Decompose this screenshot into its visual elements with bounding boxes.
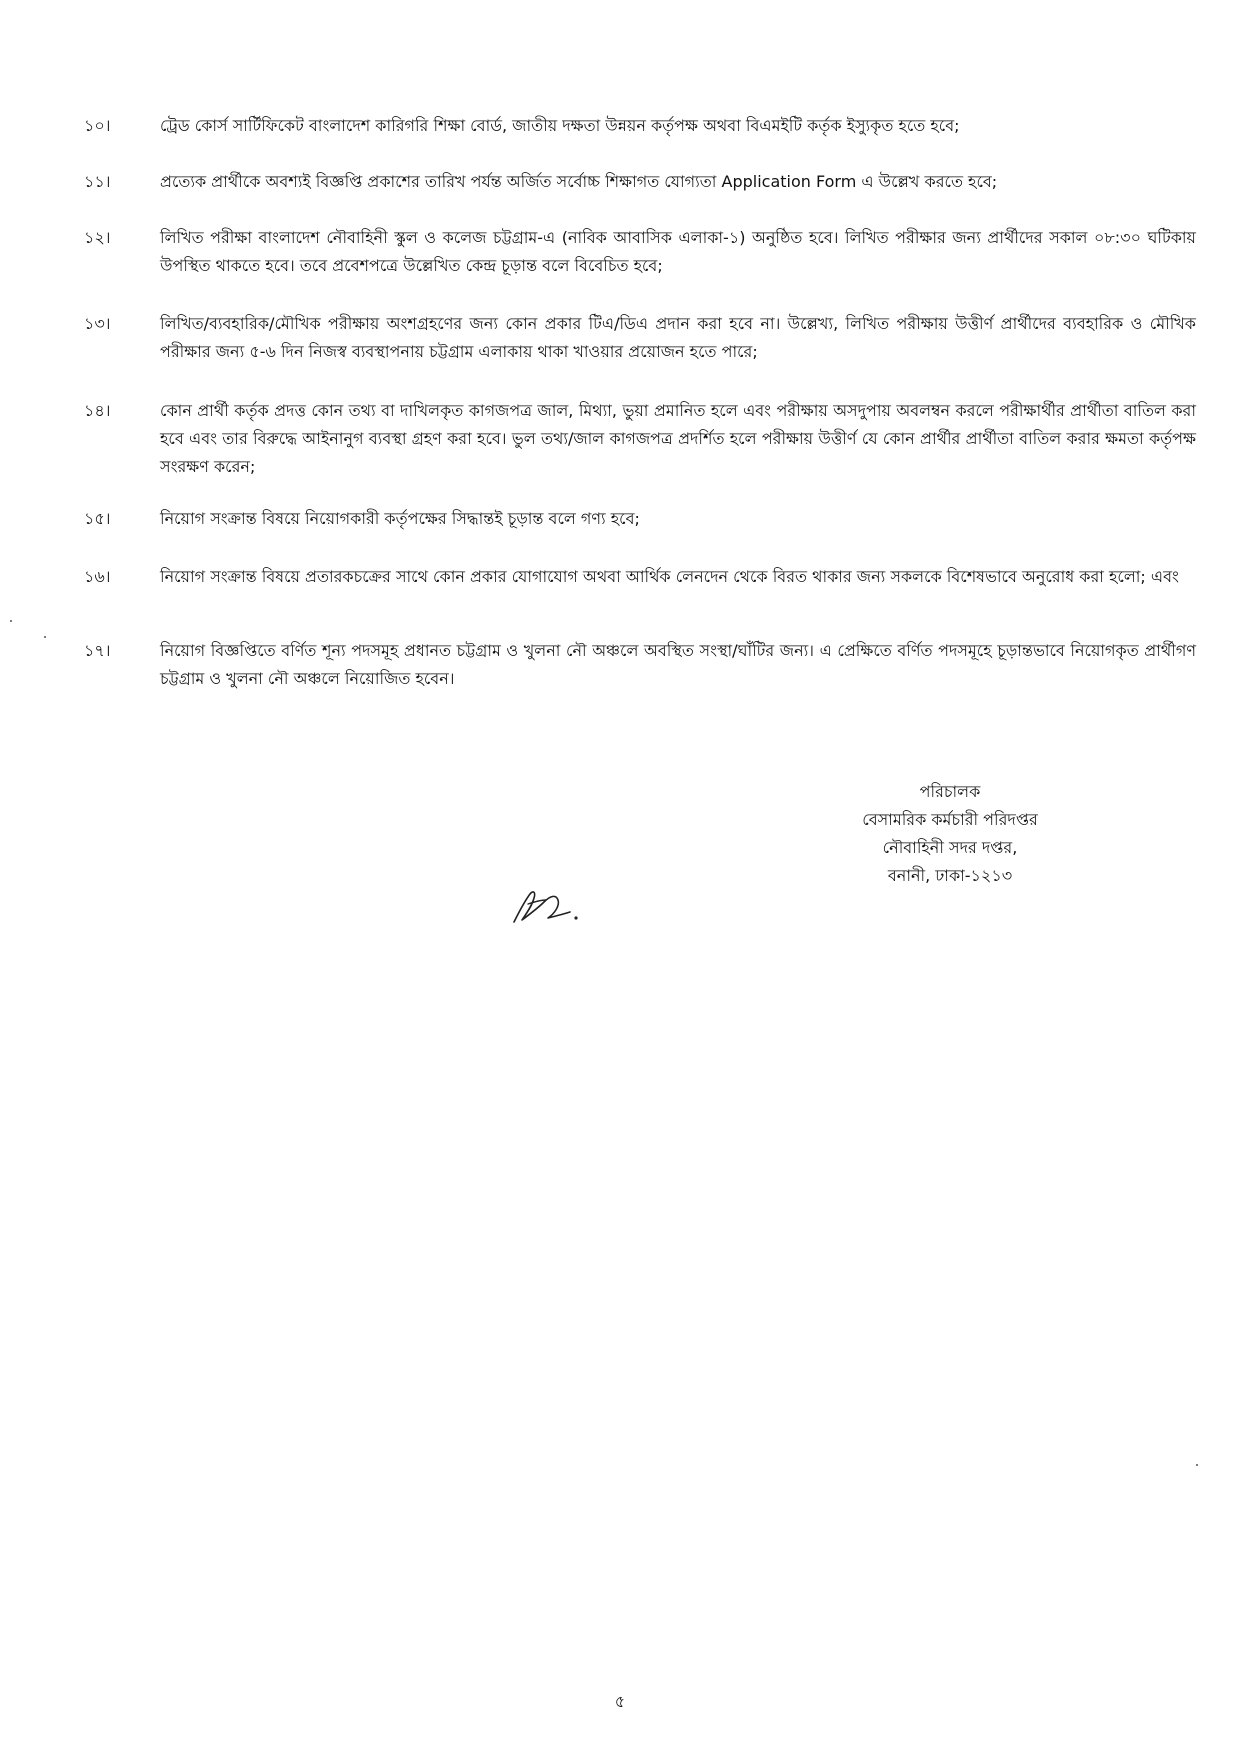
list-item <box>84 224 1196 310</box>
item-text: নিয়োগ বিজ্ঞপ্তিতে বর্ণিত শূন্য পদসমূহ প্রধানত চট্টগ্রাম ও খুলনা নৌ অঞ্চলে অবস্থিত সংস্থা/ঘাঁটির জন্য। এ প্রেক্ষিতে বর্ণিত পদসমূহে চূড়ান্তভাবে নিয়োগকৃত প্রার্থীগণ চট্টগ্রাম ও খুলনা নৌ অঞ্চলে নিয়োজিত হবেন। <box>160 641 1196 688</box>
list-item <box>84 310 1196 397</box>
item-text: ট্রেড কোর্স সার্টিফিকেট বাংলাদেশ কারিগরি শিক্ষা বোর্ড, জাতীয় দক্ষতা উন্নয়ন কর্তৃপক্ষ অথবা বিএমইটি কর্তৃক ইস্যুকৃত হতে হবে; <box>160 116 960 135</box>
signatory-department: বেসামরিক কর্মচারী পরিদপ্তর <box>862 810 1038 829</box>
item-text: প্রত্যেক প্রার্থীকে অবশ্যই বিজ্ঞপ্তি প্রকাশের তারিখ পর্যন্ত অর্জিত সর্বোচ্চ শিক্ষাগত যোগ্যতা Application Form এ উল্লেখ করতে হবে; <box>160 172 998 191</box>
page-number: ৫ <box>614 1692 626 1711</box>
scan-speck <box>1196 1464 1198 1466</box>
numbered-list <box>84 112 1196 697</box>
item-number: ১৩। <box>84 314 111 333</box>
signatory-designation: পরিচালক <box>919 782 981 801</box>
signatory-office: নৌবাহিনী সদর দপ্তর, <box>882 838 1018 857</box>
item-number: ১০। <box>84 116 111 135</box>
item-text: লিখিত/ব্যবহারিক/মৌখিক পরীক্ষায় অংশগ্রহণের জন্য কোন প্রকার টিএ/ডিএ প্রদান করা হবে না। উল্লেখ্য, লিখিত পরীক্ষায় উত্তীর্ণ প্রার্থীদের ব্যবহারিক ও মৌখিক পরীক্ষার জন্য ৫-৬ দিন নিজস্ব ব্যবস্থাপনায় চট্টগ্রাম এলাকায় থাকা খাওয়ার প্রয়োজন হতে পারে; <box>160 314 1196 361</box>
item-number: ১২। <box>84 228 111 247</box>
item-number: ১১। <box>84 172 111 191</box>
item-text: কোন প্রার্থী কর্তৃক প্রদত্ত কোন তথ্য বা দাখিলকৃত কাগজপত্র জাল, মিথ্যা, ভুয়া প্রমানিত হলে এবং পরীক্ষায় অসদুপায় অবলম্বন করলে পরীক্ষার্থীর প্রার্থীতা বাতিল করা হবে এবং তার বিরুদ্ধে আইনানুগ ব্যবস্থা গ্রহণ করা হবে। ভুল তথ্য/জাল কাগজপত্র প্রদর্শিত হলে পরীক্ষায় উত্তীর্ণ যে কোন প্রার্থীর প্রার্থীতা বাতিল করার ক্ষমতা কর্তৃপক্ষ সংরক্ষণ করেন; <box>160 401 1196 476</box>
list-item <box>84 112 1196 168</box>
item-number: ১৫। <box>84 509 111 528</box>
item-number: ১৬। <box>84 567 111 586</box>
item-text: নিয়োগ সংক্রান্ত বিষয়ে প্রতারকচক্রের সাথে কোন প্রকার যোগাযোগ অথবা আর্থিক লেনদেন থেকে বিরত থাকার জন্য সকলকে বিশেষভাবে অনুরোধ করা হলো; এবং <box>160 567 1179 586</box>
item-number: ১৪। <box>84 401 111 420</box>
signatory-address: বনানী, ঢাকা-১২১৩ <box>887 866 1013 885</box>
list-item <box>84 563 1196 637</box>
list-item <box>84 505 1196 563</box>
scan-speck <box>10 620 12 622</box>
item-text: লিখিত পরীক্ষা বাংলাদেশ নৌবাহিনী স্কুল ও কলেজ চট্টগ্রাম-এ (নাবিক আবাসিক এলাকা-১) অনুষ্ঠিত হবে। লিখিত পরীক্ষার জন্য প্রার্থীদের সকাল ০৮:৩০ ঘটিকায় উপস্থিত থাকতে হবে। তবে প্রবেশপত্রে উল্লেখিত কেন্দ্র চূড়ান্ত বলে বিবেচিত হবে; <box>160 228 1196 275</box>
scan-speck <box>44 636 46 638</box>
signature-block <box>820 778 1080 890</box>
handwritten-signature <box>508 884 584 930</box>
list-item <box>84 168 1196 224</box>
list-item <box>84 397 1196 505</box>
list-item <box>84 637 1196 697</box>
item-number: ১৭। <box>84 641 111 660</box>
item-text: নিয়োগ সংক্রান্ত বিষয়ে নিয়োগকারী কর্তৃপক্ষের সিদ্ধান্তই চূড়ান্ত বলে গণ্য হবে; <box>160 509 640 528</box>
